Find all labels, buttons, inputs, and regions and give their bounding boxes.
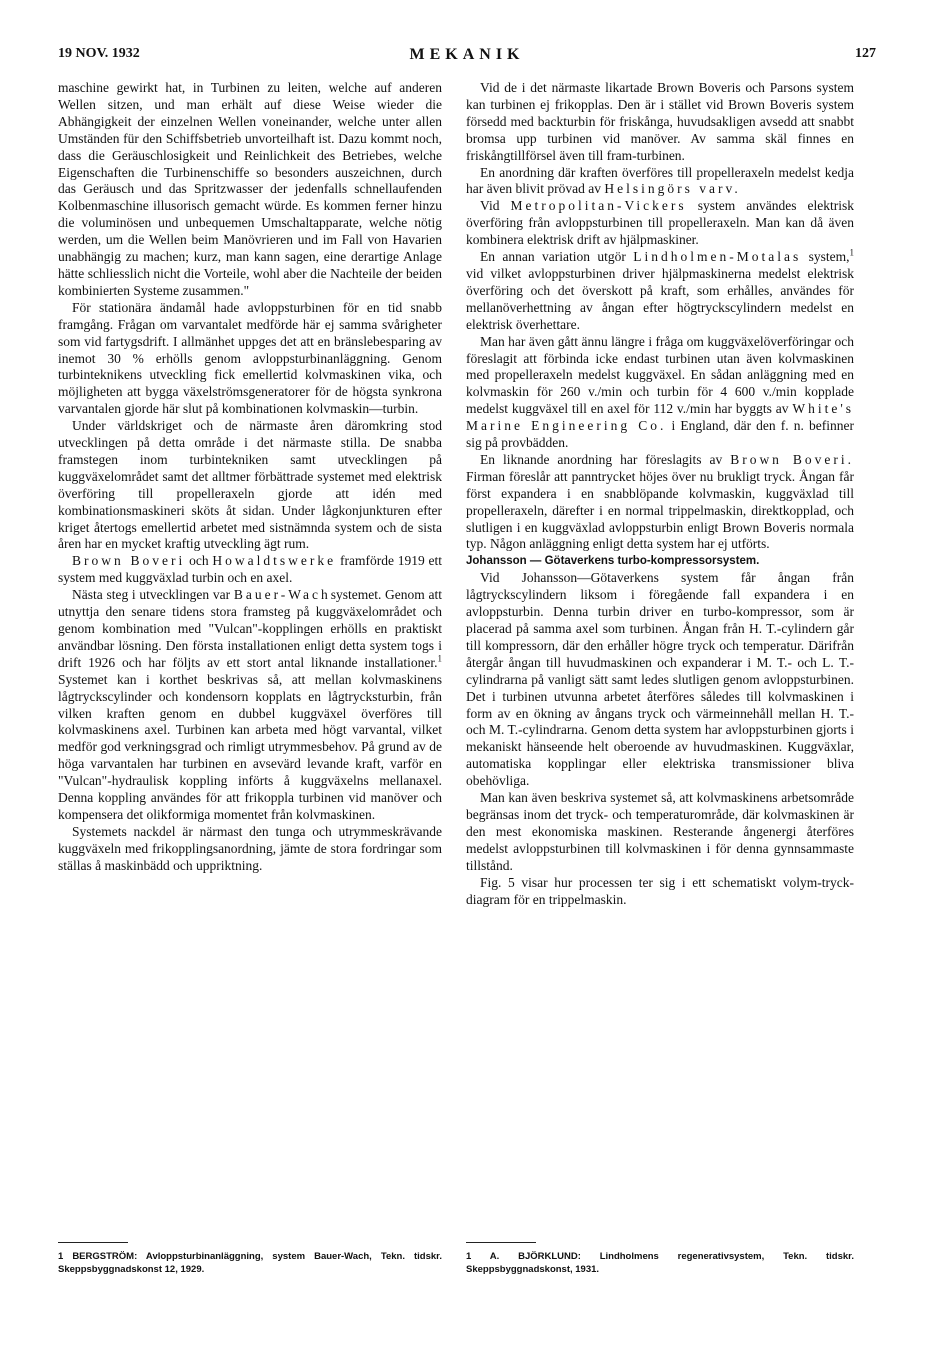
paragraph: Man har även gått ännu längre i fråga om kuggväxelöverföringar och föreslagit att förbinda icke endast turbinen utan även kolvmaskinen med propelleraxeln medelst kuggväxel. En sådan anläggning med en kolvmaskin för 260 v./min och turbin för 4 600 v./min kopplade medelst kuggväxel till en axel för 112 v./min har byggts av White's Marine Engineering Co. i England, där den f. n. befinner sig på provbädden. bbox=[466, 333, 855, 451]
paragraph: En anordning där kraften överföres till propelleraxeln medelst kedja har även blivit prövad av Helsingörs varv. bbox=[466, 164, 854, 197]
paragraph: För stationära ändamål hade avloppsturbinen för en tid snabb framgång. Frågan om varvantalet medförde här ej samma svårigheter som vid fartygsdrift. I allmänhet uppges det att en bränslebesparing av inemot 30 % erhölls genom avloppsturbinanläggning. Genom turbinteknikens utveckling fick emellertid kolvmaskinen vika, och möjligheten att bygga växelströmsgeneratorer för de högsta synkrona varvantalen gjorde här slut på kombinationen kolvmaskin—turbin. bbox=[58, 299, 442, 417]
footnote-right: 1 A. BJÖRKLUND: Lindholmens regenerativsystem, Tekn. tidskr. Skeppsbyggnadskonst, 1931. bbox=[466, 1251, 854, 1275]
system-name: Bauer-Wach bbox=[233, 587, 331, 603]
company-name: Brown Boveri. bbox=[730, 451, 855, 467]
right-column bbox=[466, 80, 854, 908]
paragraph: Fig. 5 visar hur processen ter sig i ett schematiskt volym-tryck-diagram för en trippelmaskin. bbox=[466, 874, 854, 907]
paragraph: Brown Boveri och Howaldtswerke framförde 1919 ett system med kuggväxlad turbin och en axel. bbox=[58, 553, 443, 586]
company-name: Howaldtswerke bbox=[212, 553, 337, 569]
footnote-marker: 1 bbox=[849, 247, 855, 258]
paragraph: Man kan även beskriva systemet så, att kolvmaskinens arbetsområde begränsas inom det tryck- och temperaturområde, där kolvmaskinen är den mest ekonomiska maskinen. Resterande ångenergi återföres medelst avloppsturbinen till kolvmaskinen i för denna gynnsammaste tillstånd. bbox=[466, 790, 854, 873]
company-name: Brown Boveri bbox=[72, 553, 186, 569]
running-header bbox=[58, 44, 876, 66]
paragraph: Vid de i det närmaste likartade Brown Boveris och Parsons system kan turbinen ej frikopplas. Den är i stället vid Brown Boveris system försedd med backturbin för friskånga, huvudsakligen avsedd att snabbt bromsa upp turbinen vid manöver. Av samma skäl finnes en friskångtillförsel även till fram-turbinen. bbox=[466, 80, 854, 163]
company-name: Helsingörs varv. bbox=[604, 181, 741, 197]
company-name: Metropolitan-Vickers bbox=[510, 198, 687, 214]
footnote-marker: 1 bbox=[437, 653, 442, 664]
paragraph: Vid Metropolitan-Vickers system användes elektrisk överföring från avloppsturbinen till propelleraxeln. Man kan då även kombinera elektrisk drift av hjälpmaskiner. bbox=[466, 198, 855, 248]
left-column bbox=[58, 80, 442, 875]
journal-section-title: MEKANIK bbox=[409, 46, 525, 63]
paragraph: En annan variation utgör Lindholmen-Motalas system,$^1$ vid vilket avloppsturbinen driver hjälpmaskinerna medelst elektrisk överföring och det överskott på kraft, som erhålles, användes för mellanöverhettning av ångan efter högtryckscylindern medelst en elektrisk överhettare. bbox=[466, 247, 855, 332]
issue-date: 19 NOV. 1932 bbox=[58, 46, 140, 61]
paragraph: Systemets nackdel är närmast den tunga och utrymmeskrävande kuggväxeln med frikopplingsanordning, jämte de stora fordringar som ställas å maskinbädd och uppriktning. bbox=[58, 823, 442, 873]
section-subheading: Johansson — Götaverkens turbo-kompressorsystem. bbox=[466, 555, 760, 568]
company-name: Lindholmen-Motalas bbox=[633, 249, 802, 265]
paragraph: Under världskriget och de närmaste åren däromkring stod utvecklingen på detta område i det närmaste stilla. De snabba framstegen inom turbintekniken samt utvecklingen på kuggväxelområdet samt det alltmer förbättrade systemet med elektrisk överföring till propelleraxeln gjorde att idén med kombinationsmaskineri sköts åt sidan. Under lågkonjunkturen efter kriget återtogs emellertid arbetet med sistnämnda system och de sista åren har en mycket kraftig utveckling ägt rum. bbox=[58, 418, 442, 552]
paragraph: Vid Johansson—Götaverkens system får ångan från lågtryckscylindern liksom i föregående fall expandera i en avloppsturbin. Denna turbin driver en turbo-kompressor, som är placerad på samma axel som turbinen. Ångan från H. T.-cylindern går till kompressorn, där den erhåller högre tryck och temperatur. Därifrån återgår ångan till huvudmaskinen och expanderar i M. T.- och L. T.-cylindrarna på vanligt sätt samt ledes slutligen genom avloppsturbinen. Det i turbinen utvunna arbetet återföres således till kolvmaskinen i form av en ökning av ångans tryck och värmeinnehåll mellan H. T.- och M. T.-cylindrarna. Genom detta system har avloppsturbinen gjorts i mekaniskt hänseende helt oberoende av huvudmaskinen. Kuggväxlar, automatiska kopplingar eller elektriska transmissioner bliva obehövliga. bbox=[466, 570, 854, 789]
page-number: 127 bbox=[855, 46, 876, 61]
company-name: White's Marine Engineering Co. bbox=[466, 401, 854, 434]
paragraph: En liknande anordning har föreslagits av Brown Boveri. Firman föreslår att panntrycket höjes över nu brukligt tryck. Ångan får först expandera i en snabblöpande kolvmaskin, kuggväxlad till propelleraxeln, därefter i en normal trippelmaskin, direktkopplad, och slutligen i en kuggväxlad avloppsturbin enligt Brown Boveris normala typ. Någon anläggning enligt detta system har ej utförts. bbox=[466, 451, 855, 552]
footnote-rule bbox=[466, 1242, 536, 1243]
footnote-rule bbox=[58, 1242, 128, 1243]
paragraph: maschine gewirkt hat, in Turbinen zu leiten, welche auf anderen Wellen sitzen, und man erhält auf diese Weise wieder die Abhängigkeit der einzelnen Wellen voneinander, welche unter allen Umständen für den Schiffsbetrieb unvorteilhaft ist. Dazu kommt noch, dass die Geräuschlosigkeit und Reinlichkeit des Betriebes, welche Eigenschaften die Turbinenschiffe so besonders auszeichnen, durch das Geräusch und das Spritzwasser der jedenfalls schnellaufenden Kolbenmaschine illusorisch gemacht würde. Es kommen ferner hinzu die voluminösen und unbequemen Umschaltapparate, welche nötig werden, um die Wellen beim Manövrieren und im Fall von Havarien unabhängig zu machen; kurz, man kann sagen, eine derartige Anlage hätte schliesslich nicht die Vorteile, wohl aber die Nachteile der beiden kombinierten Systeme zusammen." bbox=[58, 80, 442, 298]
footnote-left: 1 BERGSTRÖM: Avloppsturbinanläggning, system Bauer-Wach, Tekn. tidskr. Skeppsbyggnadskonst 12, 1929. bbox=[58, 1251, 442, 1275]
paragraph: Nästa steg i utvecklingen var Bauer-Wachsystemet. Genom att utnyttja den senare tidens stora framsteg på kuggväxelområdet och genom kombination med "Vulcan"-kopplingen erhölls en praktiskt användbar lösning. Den första installationen enligt detta system togs i drift 1926 och har följts av ett stort antal liknande installationer.$^1$ Systemet kan i korthet beskrivas så, att mellan kolvmaskinens lågtryckscylinder och kondensorn kopplats en lågtrycksturbin, från vilken kraften genom en dubbel kuggväxel överföres till kolvmaskinens axel. Turbinen kan arbeta med högt varvantal, vilket medför god verkningsgrad och rimligt utrymmesbehov. På grund av de höga varvantalen har turbinen en avsevärd levande kraft, varför en "Vulcan"-hydraulisk koppling införts å kuggväxelns mellanaxel. Denna koppling användes för att frikoppla turbinen vid manöver och kompensera det olikformiga momentet från kolvmaskinen. bbox=[58, 587, 443, 822]
